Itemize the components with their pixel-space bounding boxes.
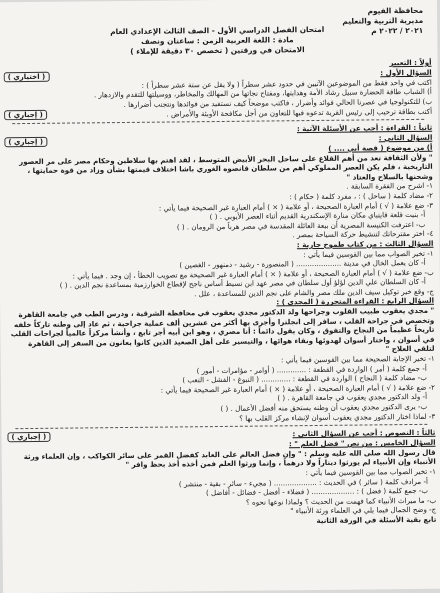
- q4-item-1: ١- تخير الإجابة الصحيحة مما بين القوسين فيما يأتي :: [280, 353, 435, 365]
- part1-section: [4, 58, 433, 121]
- q1-topic-b: ب) للتكنولوجيا في عصرنا الحالي فوائد وأضرار ، فاكتب موضحاً كيف نستفيد من فوائدها ونتجنب أضرارها .: [123, 96, 433, 109]
- footer-note: تابع بقية الأسئلة في الورقة الثانية: [316, 514, 437, 525]
- part3-title: ثالثاً : النصوص : أجب عن السؤال الثاني :: [292, 428, 436, 439]
- q2-item-3a: أ- بنيت قلعة قايتباي مكان منارة الإسكندرية القديم أثناء العصر الأيوبي . ( ): [209, 209, 426, 222]
- school-year: ٢٠٢١ / ٢٠٢٢ م: [371, 25, 424, 36]
- part2-title: ثانياً : القراءة : أجب عن الأسئلة الآتية :: [296, 123, 433, 134]
- q5-passage: قال رسول الله صلى الله عليه وسلم : " وإن فضل العالم على العابد كفضل القمر على سائر الكواكب ، وإن العلماء ورثة الأنبياء وإن الأنبياء لم يورثوا ديناراً ولا درهماً ، وإنما ورثوا العلم فمن أخذه أخذ بحظ وافر ": [23, 447, 436, 470]
- q1-optional-tag: ( اختياري ): [4, 71, 50, 81]
- exam-header: [3, 2, 432, 62]
- q4-item-3: ٣- لماذا اختار الدكتور مجدي يعقوب أسوان لإنشاء مركز القلب بها ؟: [239, 411, 436, 423]
- q4-item-1a: أ- جمع كلمة ( أمر ) الواردة في القطعة : ............. ( أوامر - مؤامرات - أمور ): [196, 363, 427, 375]
- q5-item-1b: ب- جمع كلمة ( فضل ) : ................... ( فضلاء - أفضل - فضائل - أفاضل ): [205, 485, 429, 498]
- q1-topic-a: أ) الشباب طاقة الحضارة سبيل رشاد الأمة وهدايتها، ومفتاح نجاتها من المهالك والمخاطر، ووسيلتها للتقدم والازدهار .: [93, 86, 432, 100]
- q5-item-1: ١- تخير الصواب مما بين القوسين فيما يأتي :: [305, 466, 436, 478]
- q1-functional-tag: ( إجباري ): [4, 110, 47, 120]
- q2-item-3: ٣- ضع علامة ( √ ) أمام العبارة الصحيحة ، أو علامة ( × ) أمام العبارة غير الصحيحة فيما يأتي :: [158, 200, 434, 213]
- q4-item-2: ٢- ضع علامة ( √ ) أمام العبارة الصحيحة ، أو علامة ( × ) أمام العبارة غير الصحيحة فيما يأتي :: [160, 382, 436, 395]
- subject-time: مادة : اللغة العربية الزمن : ساعتان ونصف: [141, 35, 294, 46]
- q2-item-2: ٢- مضاد كلمة ( ساحل ) : ، مفرد كلمة ( حكام ) :: [289, 190, 434, 202]
- q2-tag: ( إجباري ): [4, 137, 47, 147]
- q2-title: السؤال الثاني :: [378, 132, 433, 143]
- directorate: مديرية التربية والتعليم: [342, 15, 424, 26]
- q3-item-2: ب- ضع علامة ( √ ) أمام العبارة الصحيحة ، أو علامة ( × ) أمام العبارة غير الصحيحة مع تصويب الخطأ ، إن وجد . فيما يأتي :: [72, 267, 434, 281]
- q3-item-1a: أ- كان يعمل الخال في مدينة .................... ( المنصورة - رشيد - دمنهور - الغصين ): [179, 257, 426, 270]
- q3-item-1: ١- تخير الصواب مما بين القوسين فيما يأتي :: [303, 248, 434, 259]
- q4-item-2a: أ- ولد الدكتور مجدي يعقوب في جامعة القاهرة . ( ): [277, 392, 428, 403]
- q2-item-1: ١- اشرح من الفقرة السابقة .: [346, 181, 433, 192]
- part3-section: [7, 428, 436, 529]
- q4-passage: " مجدي يعقوب طبيب القلوب وجراحها ولد الدكتور مجدي يعقوب في محافظة الشرقية ، ودرس الطب في جامعة القاهرة وتخصص في جراحة القلب ، سافر إلى انجلترا وأجرى بها أكثر من عشرين ألف عملية جراحية ، ثم عاد إلى وطنه تاركاً خلفه تاريخاً عظيماً من النجاح والتفوق ، وكان يقول دائماً : أنا مصري ، وهو ابن أبيه أجر تابع ، وأنشأ مركزاً عالمياً لجراحات القلب في أسوان ، واختار أسوان لهدوئها ونقاء هوائها ، والتيسير على أهل الصعيد الذين كانوا يعانون من السفر إلى القاهرة لتلقي العلاج ": [10, 305, 435, 354]
- q5-item-2: ب- ما ميراث الأنبياء كما فهمت من الحديث ؟ ولماذا نوعها نحوه ؟: [245, 495, 437, 507]
- q1-title: السؤال الأول :: [380, 67, 432, 78]
- q3-item-2a: أ- كان السلطان علي الدين لؤلؤ أول سلطان في مصر عهد ابن نسيط أساس ناجح لإقطاع الخوارزمية بمساعدة نجم الدين . ( ): [59, 277, 426, 290]
- q4-item-1b: ب- مضاد كلمة ( النجاح ) الواردة في القطعة : ............. ( النبوغ - الفشل - التعب ): [182, 373, 427, 385]
- governorate: محافظة الفيوم: [367, 5, 424, 16]
- q2-item-3b: ب- اعترفت الكنيسة المصرية أن بيعة العائلة المقدسة في مصر هرباً من الرومان . ( ): [176, 219, 426, 232]
- q2-item-4: ٤- اختر مقترحاتك لتنشيط حركة السياحة بمصر .: [292, 229, 434, 240]
- q4-title: السؤال الرابع : القراءة المتحررة ( المجدي ) :: [276, 296, 435, 307]
- q3-item-2b: ج- وقع خير توكيل سيف الدين ملك مصر والشام على نجم الدين للمساعدة ، علل .: [194, 286, 435, 299]
- part3-tag: ( إجباري ): [7, 432, 50, 442]
- q5-item-3: ج- وضح الجمال فيما يلي في العلماء ورثة الأنبياء ": [290, 505, 437, 516]
- exam-title: امتحان الفصل الدراسي الأول - الصف الثالث الإعدادي العام: [110, 24, 325, 37]
- q2-passage: " ولأن الثقافة تعد من أهم القلاع على ساحل البحر الأبيض المتوسط ، لقد اهتم بها سلاطين وحكام مصر على مر العصور التاريخية ، فلم يكن العصر المملوكي أهم من سلطان قانصوه الغوري باشا اختلاف قيمتها بشأن وزاد من قوة حمايتها ، وشحنها بالسلاح والعتاد ": [19, 152, 433, 182]
- q4-item-2b: ب- يرى الدكتور مجدي يعقوب أن وطنه يستحق منه أفضل الأعمال . ( ): [220, 401, 428, 414]
- q5-title: السؤال الخامس : من نص " فضل العلم " :: [288, 437, 436, 449]
- q3-title: السؤال الثالث : من كتاب طموح جارية :: [296, 238, 434, 250]
- q1-functional: أكتب بطاقة ترحيب إلى رئيس القرية تدعوه فيها للتعاون من أجل مكافحة الأوبئة والأمراض .: [166, 106, 433, 119]
- part1-title: أولاً : التعبير: [389, 57, 432, 68]
- q5-item-1a: أ- مرادف كلمة ( سائر ) في الحديث : ................... ( مجيء - سائر - بقية - منتشر ): [178, 476, 428, 489]
- q2-subtitle: أ) من موضوع ( قصة أبي .... ): [328, 142, 433, 153]
- header-exam-info: [3, 24, 431, 58]
- q1-instruction: اكتب في واحد فقط من الموضوعين الآتيين في حدود عشر سطراً ( ولا يقل عن ستة عشر سطراً ) :: [141, 77, 432, 90]
- part2-section: [4, 123, 435, 425]
- exam-note: الامتحان في ورقتين ( تخصص ٣٠ دقيقة للإملاء ): [130, 45, 305, 56]
